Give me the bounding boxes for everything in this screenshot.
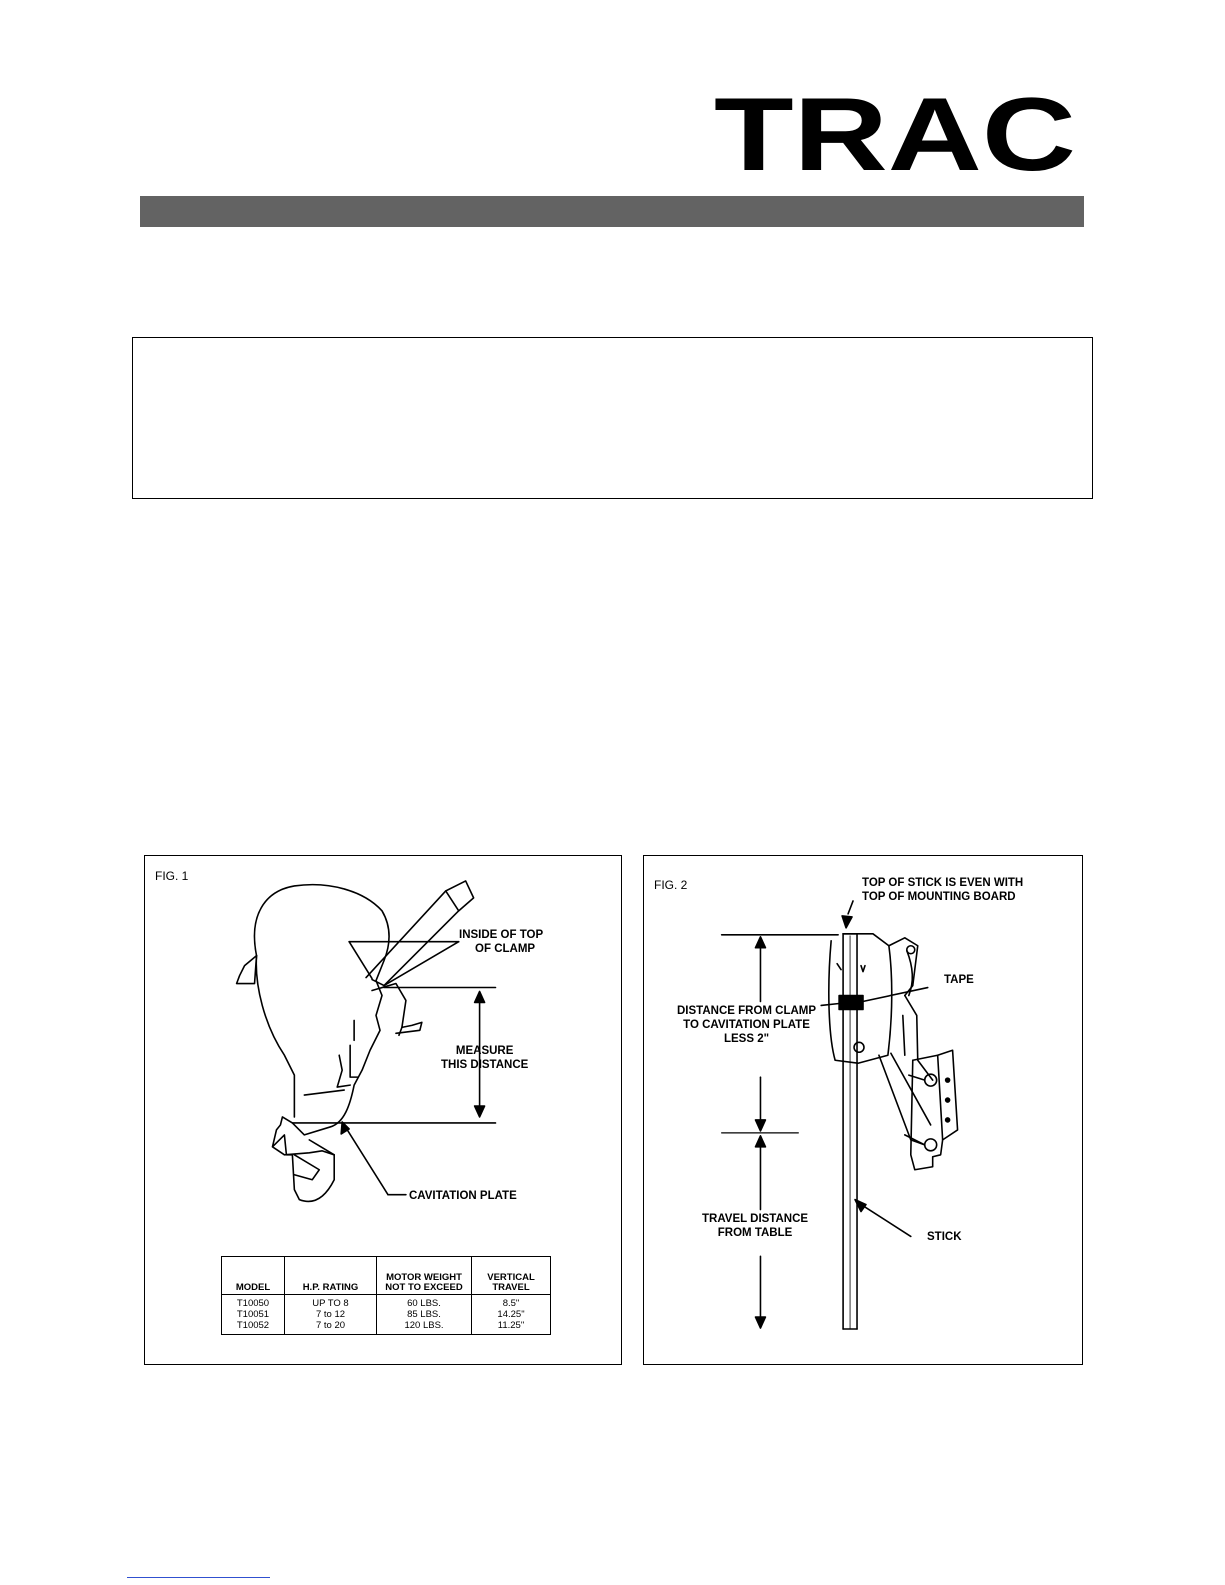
logo-text: TRAC <box>714 90 1076 176</box>
label-inside-of-top-of-clamp: INSIDE OF TOP OF CLAMP <box>459 929 544 955</box>
label-distance-from-clamp: DISTANCE FROM CLAMP TO CAVITATION PLATE LESS 2" <box>677 1005 817 1045</box>
table-cell-models: T10050 T10051 T10052 <box>222 1295 285 1335</box>
header-hp-rating: H.P. RATING <box>285 1257 377 1295</box>
table-cell-hp: UP TO 8 7 to 12 7 to 20 <box>285 1295 377 1335</box>
table-cell-weight: 60 LBS. 85 LBS. 120 LBS. <box>377 1295 472 1335</box>
fig-2-title: FIG. 2 <box>654 878 688 892</box>
header-motor-weight: MOTOR WEIGHT NOT TO EXCEED <box>377 1257 472 1295</box>
figure-2 <box>643 855 1083 1365</box>
label-stick: STICK <box>927 1231 962 1243</box>
label-top-of-stick: TOP OF STICK IS EVEN WITH TOP OF MOUNTING BOARD <box>862 877 1024 903</box>
model-spec-table <box>221 1256 551 1335</box>
header-model: MODEL <box>222 1257 285 1295</box>
label-measure-this-distance: MEASURE THIS DISTANCE <box>441 1045 529 1071</box>
label-travel-distance: TRAVEL DISTANCE FROM TABLE <box>702 1213 809 1239</box>
notice-box <box>132 337 1093 499</box>
trac-logo <box>712 90 1078 176</box>
header-bar <box>140 196 1084 227</box>
label-cavitation-plate: CAVITATION PLATE <box>409 1190 517 1202</box>
fig-1-title: FIG. 1 <box>155 869 189 883</box>
mounting-bracket-illustration <box>644 856 1082 1364</box>
header-vertical-travel: VERTICAL TRAVEL <box>472 1257 551 1295</box>
table-cell-travel: 8.5" 14.25" 11.25" <box>472 1295 551 1335</box>
label-tape: TAPE <box>944 974 974 986</box>
figure-1 <box>144 855 622 1365</box>
footer-link-underline[interactable] <box>127 1577 270 1578</box>
